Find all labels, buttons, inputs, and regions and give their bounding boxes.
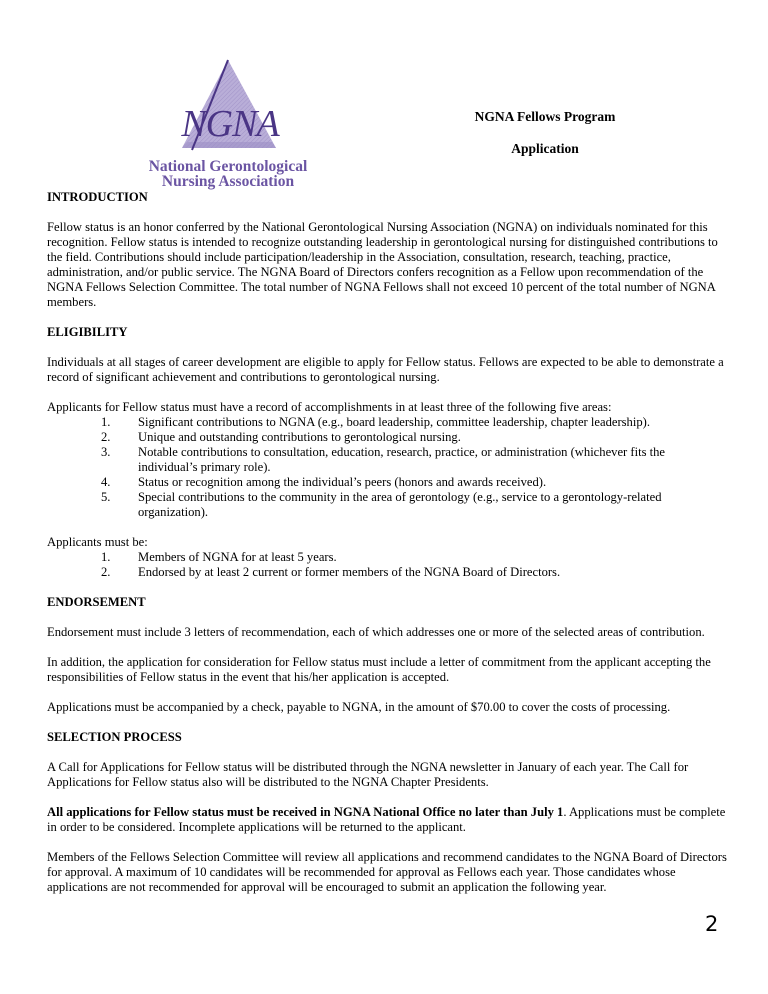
- requirements-list: [47, 550, 727, 580]
- list-item: 1. Significant contributions to NGNA (e.g., board leadership, committee leadership, chapter leadership).: [101, 415, 650, 429]
- selection-paragraph-2: All applications for Fellow status must be received in NGNA National Office no later than July 1. Applications must be complete in order to be considered. Incomplete applications will be returned to the applicant.: [47, 805, 726, 834]
- introduction-heading: INTRODUCTION: [47, 190, 148, 204]
- ngna-logo-icon: [148, 58, 308, 190]
- areas-intro: Applicants for Fellow status must have a record of accomplishments in at least three of the following five areas:: [47, 400, 612, 414]
- eligibility-paragraph: Individuals at all stages of career development are eligible to apply for Fellow status. Fellows are expected to be able to demonstrate a record of significant achievement and contributions to gerontological nursing.: [47, 355, 724, 384]
- list-item: 5. Special contributions to the community in the area of gerontology (e.g., service to a gerontology-related organization).: [101, 490, 662, 519]
- list-item: 2. Endorsed by at least 2 current or former members of the NGNA Board of Directors.: [101, 565, 561, 579]
- selection-paragraph-3: Members of the Fellows Selection Committee will review all applications and recommend candidates to the NGNA Board of Directors for approval. A maximum of 10 candidates will be recommended for approval as Fellows each year. Those candidates whose applications are not recommended for approval will be encouraged to submit an application the following year.: [47, 850, 727, 894]
- eligibility-heading: ELIGIBILITY: [47, 325, 128, 339]
- list-item: 3. Notable contributions to consultation, education, research, practice, or administration (whichever fits the individual’s primary role).: [101, 445, 666, 474]
- requirements-intro: Applicants must be:: [47, 535, 148, 549]
- page-number: 2: [705, 912, 719, 936]
- logo-acronym: NGNA: [181, 103, 279, 145]
- areas-list: [47, 415, 727, 520]
- introduction-paragraph: Fellow status is an honor conferred by the National Gerontological Nursing Association (NGNA) on individuals nominated for this recognition. Fellow status is intended to recognize outstanding leadership in gerontological nursing for distinguished contributions to the field. Contributions should include participation/leadership in the Association, consultation, research, teaching, practice, administration, and/or public service. The NGNA Board of Directors confers recognition as a Fellow upon recommendation of the NGNA Fellows Selection Committee. The total number of NGNA Fellows shall not exceed 10 percent of the total number of NGNA members.: [47, 220, 718, 309]
- selection-paragraph-1: A Call for Applications for Fellow status will be distributed through the NGNA newsletter in January of each year. The Call for Applications for Fellow status also will be distributed to the NGNA Chapter Presidents.: [47, 760, 689, 789]
- program-title: NGNA Fellows Program: [474, 109, 616, 124]
- list-item: 2. Unique and outstanding contributions to gerontological nursing.: [101, 430, 461, 444]
- eligibility-section: [47, 325, 727, 580]
- endorsement-section: [47, 595, 727, 715]
- endorsement-paragraph-1: Endorsement must include 3 letters of recommendation, each of which addresses one or more of the selected areas of contribution.: [47, 625, 705, 639]
- deadline-statement: All applications for Fellow status must be received in NGNA National Office no later than July 1: [47, 805, 564, 819]
- application-subtitle: Application: [511, 141, 579, 156]
- logo-name-line1: National Gerontological: [148, 158, 308, 175]
- logo-name-line2: Nursing Association: [161, 173, 295, 190]
- list-item: 1. Members of NGNA for at least 5 years.: [101, 550, 337, 564]
- endorsement-paragraph-3: Applications must be accompanied by a check, payable to NGNA, in the amount of $70.00 to cover the costs of processing.: [47, 700, 671, 714]
- document-body: [47, 190, 727, 895]
- introduction-section: [47, 190, 727, 310]
- title-block: [430, 109, 660, 156]
- selection-process-section: [47, 730, 727, 895]
- selection-process-heading: SELECTION PROCESS: [47, 730, 182, 744]
- endorsement-heading: ENDORSEMENT: [47, 595, 146, 609]
- list-item: 4. Status or recognition among the individual’s peers (honors and awards received).: [101, 475, 547, 489]
- ngna-logo: [148, 58, 308, 190]
- endorsement-paragraph-2: In addition, the application for consideration for Fellow status must include a letter of commitment from the applicant accepting the responsibilities of Fellow status in the event that his/her application is accepted.: [47, 655, 711, 684]
